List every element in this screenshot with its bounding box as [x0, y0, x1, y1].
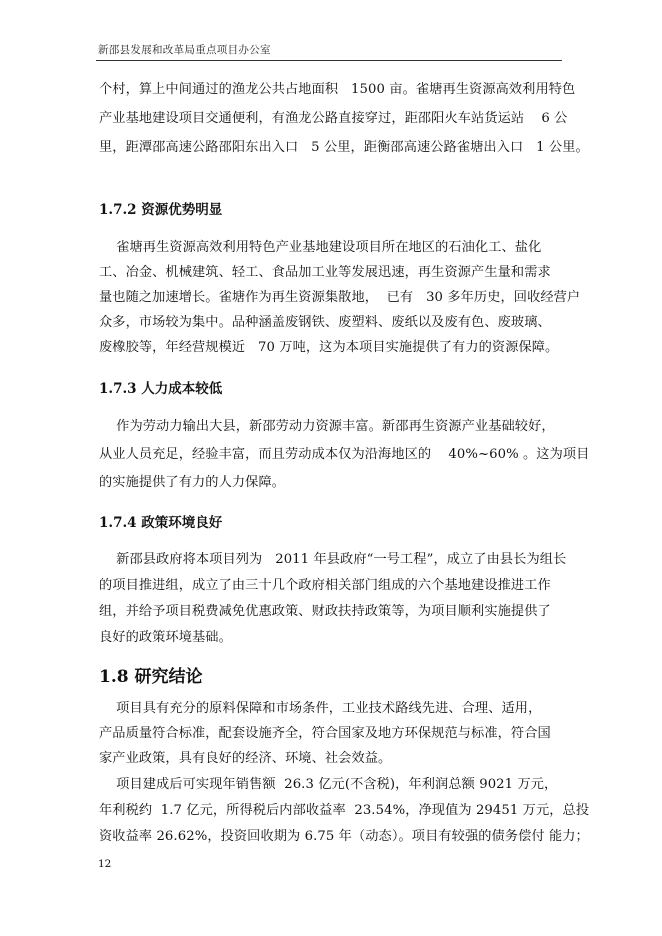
section-heading: 1.7.4 政策环境良好	[99, 515, 223, 531]
page-header: 新邵县发展和改革局重点项目办公室	[98, 44, 271, 56]
paragraph-line: 个村，算上中间通过的渔龙公共占地面积 1500 亩。雀塘再生资源高效利用特色	[99, 82, 576, 97]
paragraph-line: 组，并给予项目税费减免优惠政策、财政扶持政策等，为项目顺利实施提供了	[99, 604, 551, 619]
paragraph-line: 的项目推进组，成立了由三十几个政府相关部门组成的六个基地建设推进工作	[99, 578, 551, 593]
paragraph-line: 项目建成后可实现年销售额 26.3 亿元(不含税)，年利润总额 9021 万元，	[99, 777, 558, 792]
paragraph-line: 项目具有充分的原料保障和市场条件，工业技术路线先进、合理、适用，	[99, 701, 542, 716]
paragraph-line: 工、冶金、机械建筑、轻工、食品加工业等发展迅速，再生资源产生量和需求	[99, 265, 551, 280]
section-heading: 1.7.2 资源优势明显	[99, 202, 223, 218]
paragraph-line: 年利税约 1.7 亿元，所得税后内部收益率 23.54%，净现值为 29451 万元，总投	[99, 803, 590, 818]
paragraph-line: 产业基地建设项目交通便利，有渔龙公路直接穿过，距邵阳火车站货运站 6 公	[99, 111, 568, 126]
paragraph-line: 量也随之加速增长。雀塘作为再生资源集散地， 已有 30 多年历史，回收经营户	[99, 290, 581, 305]
paragraph-line: 雀塘再生资源高效利用特色产业基地建设项目所在地区的石油化工、盐化	[99, 240, 542, 255]
paragraph-line: 的实施提供了有力的人力保障。	[99, 475, 286, 490]
chapter-heading: 1.8 研究结论	[99, 667, 203, 687]
header-divider	[96, 60, 562, 61]
paragraph-line: 作为劳动力输出大县，新邵劳动力资源丰富。新邵再生资源产业基础较好，	[99, 419, 555, 434]
paragraph-line: 良好的政策环境基础。	[99, 630, 232, 645]
paragraph-line: 从业人员充足，经验丰富，而且劳动成本仅为沿海地区的 40%~60% 。这为项目	[99, 447, 590, 462]
paragraph-line: 新邵县政府将本项目列为 2011 年县政府“一号工程”，成立了由县长为组长	[99, 552, 567, 567]
paragraph-line: 资收益率 26.62%，投资回收期为 6.75 年（动态）。项目有较强的债务偿付 能力；	[99, 829, 589, 844]
paragraph-line: 众多，市场较为集中。品种涵盖废钢铁、废塑料、废纸以及废有色、废玻璃、	[99, 315, 551, 330]
section-heading: 1.7.3 人力成本较低	[99, 381, 223, 397]
page-number: 12	[98, 858, 112, 870]
paragraph-line: 废橡胶等，年经营规模近 70 万吨，这为本项目实施提供了有力的资源保障。	[99, 340, 559, 355]
paragraph-line: 产品质量符合标准，配套设施齐全，符合国家及地方环保规范与标准，符合国	[99, 726, 551, 741]
paragraph-line: 里，距潭邵高速公路邵阳东出入口 5 公里，距衡邵高速公路雀塘出入口 1 公里。	[99, 140, 589, 155]
paragraph-line: 家产业政策，具有良好的经济、环境、社会效益。	[99, 751, 392, 766]
